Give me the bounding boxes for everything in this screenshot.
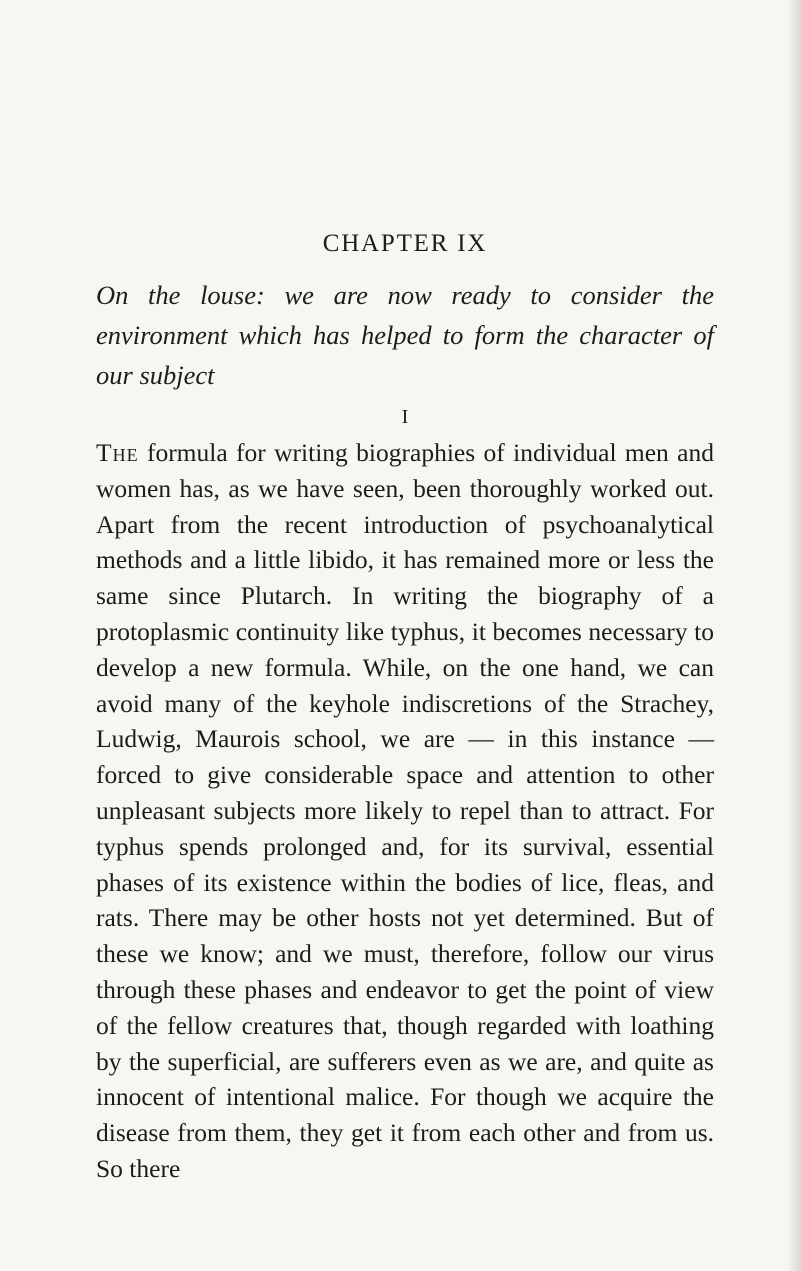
book-page bbox=[96, 228, 714, 1187]
paragraph-text: formula for writing biographies of individual men and women has, as we have seen, been thoroughly worked out. Apart from the recent introduction of psychoanalytical methods and a little libido, it has remained more or less the same since Plutarch. In writing the biography of a protoplasmic continuity like typhus, it becomes necessary to develop a new formula. While, on the one hand, we can avoid many of the keyhole indiscretions of the Strachey, Ludwig, Maurois school, we are — in this instance — forced to give considerable space and attention to other unpleasant subjects more likely to repel than to attract. For typhus spends prolonged and, for its survival, essential phases of its existence within the bodies of lice, fleas, and rats. There may be other hosts not yet determined. But of these we know; and we must, therefore, follow our virus through these phases and endeavor to get the point of view of the fellow creatures that, though regarded with loathing by the superficial, are sufferers even as we are, and quite as innocent of intentional malice. For though we acquire the disease from them, they get it from each other and from us. So there bbox=[96, 438, 714, 1183]
lead-word: The bbox=[96, 438, 139, 467]
section-numeral: I bbox=[401, 406, 409, 428]
chapter-title: CHAPTER IX bbox=[322, 230, 488, 257]
body-paragraph bbox=[96, 435, 714, 1187]
chapter-subtitle: On the louse: we are now ready to consider the environment which has helped to form the character of our subject bbox=[96, 280, 714, 390]
page-edge-shadow bbox=[787, 0, 801, 1271]
